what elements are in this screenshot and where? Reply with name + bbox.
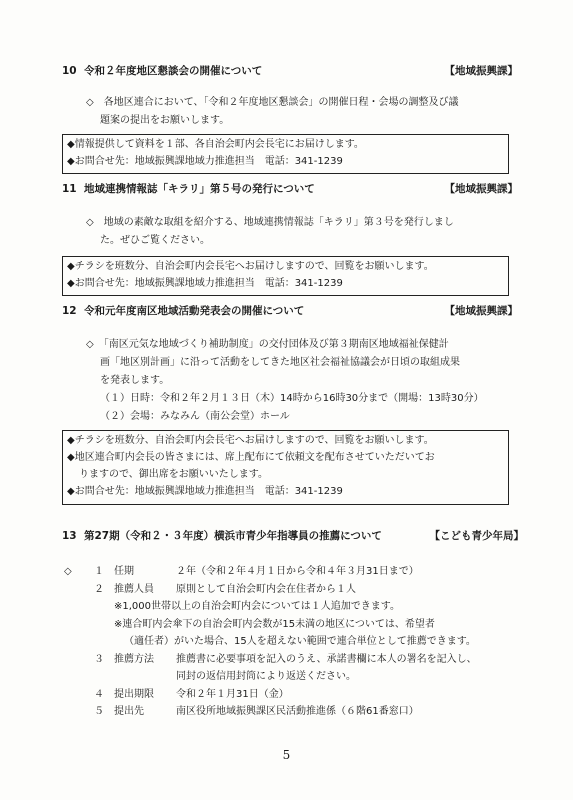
schedule-date: （１）日時：令和２年２月１３日（木）14時から16時30分まで（開場：13時30分） [100, 393, 484, 404]
section-number: 11 [62, 183, 77, 195]
notice-line: りますので、御出席をお願いいたします。 [79, 469, 268, 480]
section-10-heading [62, 63, 518, 79]
list-item: １ 任期 ２年（令和２年４月１日から令和４年３月31日まで） [94, 566, 419, 577]
department-tag: 【こども青少年局】 [429, 530, 524, 542]
notice-line: ◆チラシを班数分、自治会町内会長宅へお届けしますので、回覧をお願いします。 [67, 435, 434, 446]
list-item: ３ 推薦方法 推薦書に必要事項を記入のうえ、承諾書欄に本人の署名を記入し、 [94, 653, 477, 665]
body-line: ◇ 各地区連合において、「令和２年度地区懇談会」の開催日程・会場の調整及び議 [86, 97, 459, 108]
body-line: 題案の提出をお願いします。 [100, 115, 230, 126]
department-tag: 【地域振興課】 [444, 65, 518, 77]
notice-line: ◆お問合せ先：地域振興課地域力推進担当 電話：341-1239 [67, 486, 343, 497]
list-item: ５ 提出先 南区役所地域振興課区民活動推進係（６階61番窓口） [94, 706, 419, 717]
section-11-heading [62, 181, 518, 197]
section-number: 10 [62, 65, 77, 77]
section-title: 地域連携情報誌「キラリ」第５号の発行について [84, 183, 315, 195]
department-tag: 【地域振興課】 [444, 183, 518, 195]
diamond-marker: ◇ [64, 566, 72, 577]
section-11-notice-box [62, 256, 509, 296]
list-item-note: ※1,000世帯以上の自治会町内会については１人追加できます。 [114, 601, 401, 612]
department-tag: 【地域振興課】 [444, 305, 518, 317]
list-item: ２ 推薦人員 原則として自治会町内会在住者から１人 [94, 583, 356, 595]
section-number: 13 [62, 530, 77, 542]
body-line: た。ぜひご覧ください。 [100, 235, 210, 246]
section-13-items [64, 563, 514, 721]
list-item-note: ※連合町内会傘下の自治会町内会数が15未満の地区については、希望者 [114, 618, 435, 630]
section-title: 令和元年度南区地域活動発表会の開催について [84, 305, 305, 317]
section-10-body [66, 94, 516, 130]
section-12-notice-box [62, 430, 509, 505]
list-item-note: 同封の返信用封筒により返送ください。 [176, 671, 356, 682]
section-title: 令和２年度地区懇談会の開催について [84, 65, 263, 77]
page-number: 5 [282, 748, 291, 762]
notice-line: ◆情報提供して資料を１部、各自治会町内会長宅にお届けします。 [67, 139, 364, 150]
section-title: 第27期（令和２・３年度）横浜市青少年指導員の推薦について [84, 530, 382, 542]
schedule-venue: （２）会場：みなみん（南公会堂）ホール [100, 411, 290, 422]
body-line: 画「地区別計画」に沿って活動をしてきた地区社会福祉協議会が日頃の取組成果 [100, 357, 460, 368]
section-13-heading [62, 528, 524, 544]
list-item: ４ 提出期限 令和２年１月31日（金） [94, 688, 289, 700]
section-10-notice-box [62, 134, 509, 174]
notice-line: ◆お問合せ先：地域振興課地域力推進担当 電話：341-1239 [67, 156, 343, 167]
body-line: を発表します。 [100, 375, 170, 386]
section-12-heading [62, 303, 518, 319]
section-11-body [66, 214, 516, 250]
section-12-body [66, 336, 516, 426]
notice-line: ◆お問合せ先：地域振興課地域力推進担当 電話：341-1239 [67, 278, 343, 289]
section-number: 12 [62, 305, 77, 317]
notice-line: ◆チラシを班数分、自治会町内会長宅へお届けしますので、回覧をお願いします。 [67, 261, 434, 272]
body-line: ◇ 地域の素敵な取組を紹介する、地域連携情報誌「キラリ」第３号を発行しまし [86, 217, 454, 228]
notice-line: ◆地区連合町内会長の皆さまには、席上配布にて依頼文を配布させていただいてお [67, 452, 435, 463]
body-line: ◇ 「南区元気な地域づくり補助制度」の交付団体及び第３期南区地域福祉保健計 [86, 339, 449, 350]
list-item-note: （適任者）がいた場合、15人を超えない範囲で連合単位として推薦できます。 [124, 636, 476, 647]
